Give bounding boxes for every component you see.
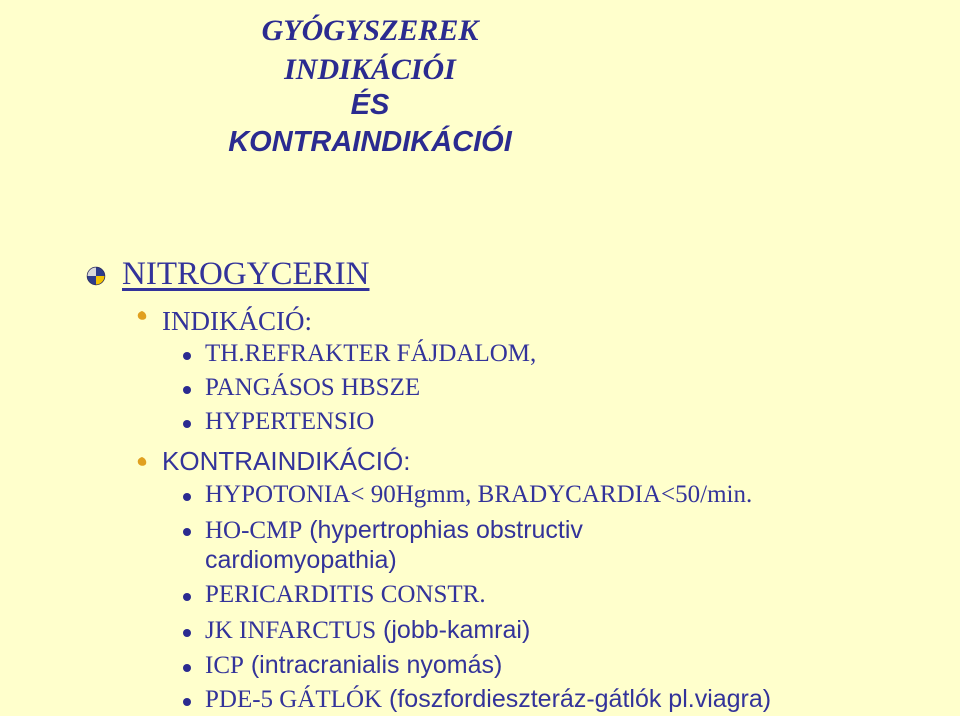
contraindication-item xyxy=(205,685,771,714)
indication-item: TH.REFRAKTER FÁJDALOM, xyxy=(205,340,537,367)
list-bullet-icon xyxy=(183,420,191,428)
item-term: ICP xyxy=(205,652,244,679)
item-term: HO-CMP xyxy=(205,517,303,544)
contraindication-item: HYPOTONIA< 90Hgmm, BRADYCARDIA<50/min. xyxy=(205,481,753,508)
list-bullet-icon xyxy=(183,386,191,394)
list-bullet-icon xyxy=(183,593,191,601)
sub-bullet-icon xyxy=(136,309,148,327)
title-line-3: ÉS xyxy=(350,89,390,121)
list-bullet-icon xyxy=(183,629,191,637)
title-line-1: GYÓGYSZEREK xyxy=(261,14,479,47)
title-line-2: INDIKÁCIÓI xyxy=(284,53,456,86)
contraindication-item-continued xyxy=(205,546,397,575)
sub-bullet-icon xyxy=(136,455,148,473)
item-note: (jobb-kamrai) xyxy=(376,616,531,644)
list-bullet-icon xyxy=(183,493,191,501)
list-bullet-icon xyxy=(183,664,191,672)
item-note: (foszfordieszteráz-gátlók pl.viagra) xyxy=(382,685,772,713)
drug-heading: NITROGYCERIN xyxy=(122,256,370,292)
contraindication-item xyxy=(205,651,502,680)
multicolor-square-bullet-icon xyxy=(86,266,106,291)
indication-item: HYPERTENSIO xyxy=(205,408,375,435)
item-term: PDE-5 GÁTLÓK xyxy=(205,686,383,713)
item-note: (hypertrophias obstructiv xyxy=(302,516,583,544)
item-note: (intracranialis nyomás) xyxy=(243,651,503,679)
indication-item: PANGÁSOS HBSZE xyxy=(205,374,421,401)
item-term: JK INFARCTUS xyxy=(205,617,377,644)
title-line-4: KONTRAINDIKÁCIÓI xyxy=(228,126,512,158)
item-note: cardiomyopathia) xyxy=(205,546,397,574)
contraindication-item xyxy=(205,516,583,545)
list-bullet-icon xyxy=(183,528,191,536)
indication-label: INDIKÁCIÓ: xyxy=(162,306,312,336)
list-bullet-icon xyxy=(183,352,191,360)
contraindication-label: KONTRAINDIKÁCIÓ: xyxy=(162,446,411,476)
list-bullet-icon xyxy=(183,698,191,706)
contraindication-item xyxy=(205,616,530,645)
contraindication-item: PERICARDITIS CONSTR. xyxy=(205,581,486,608)
